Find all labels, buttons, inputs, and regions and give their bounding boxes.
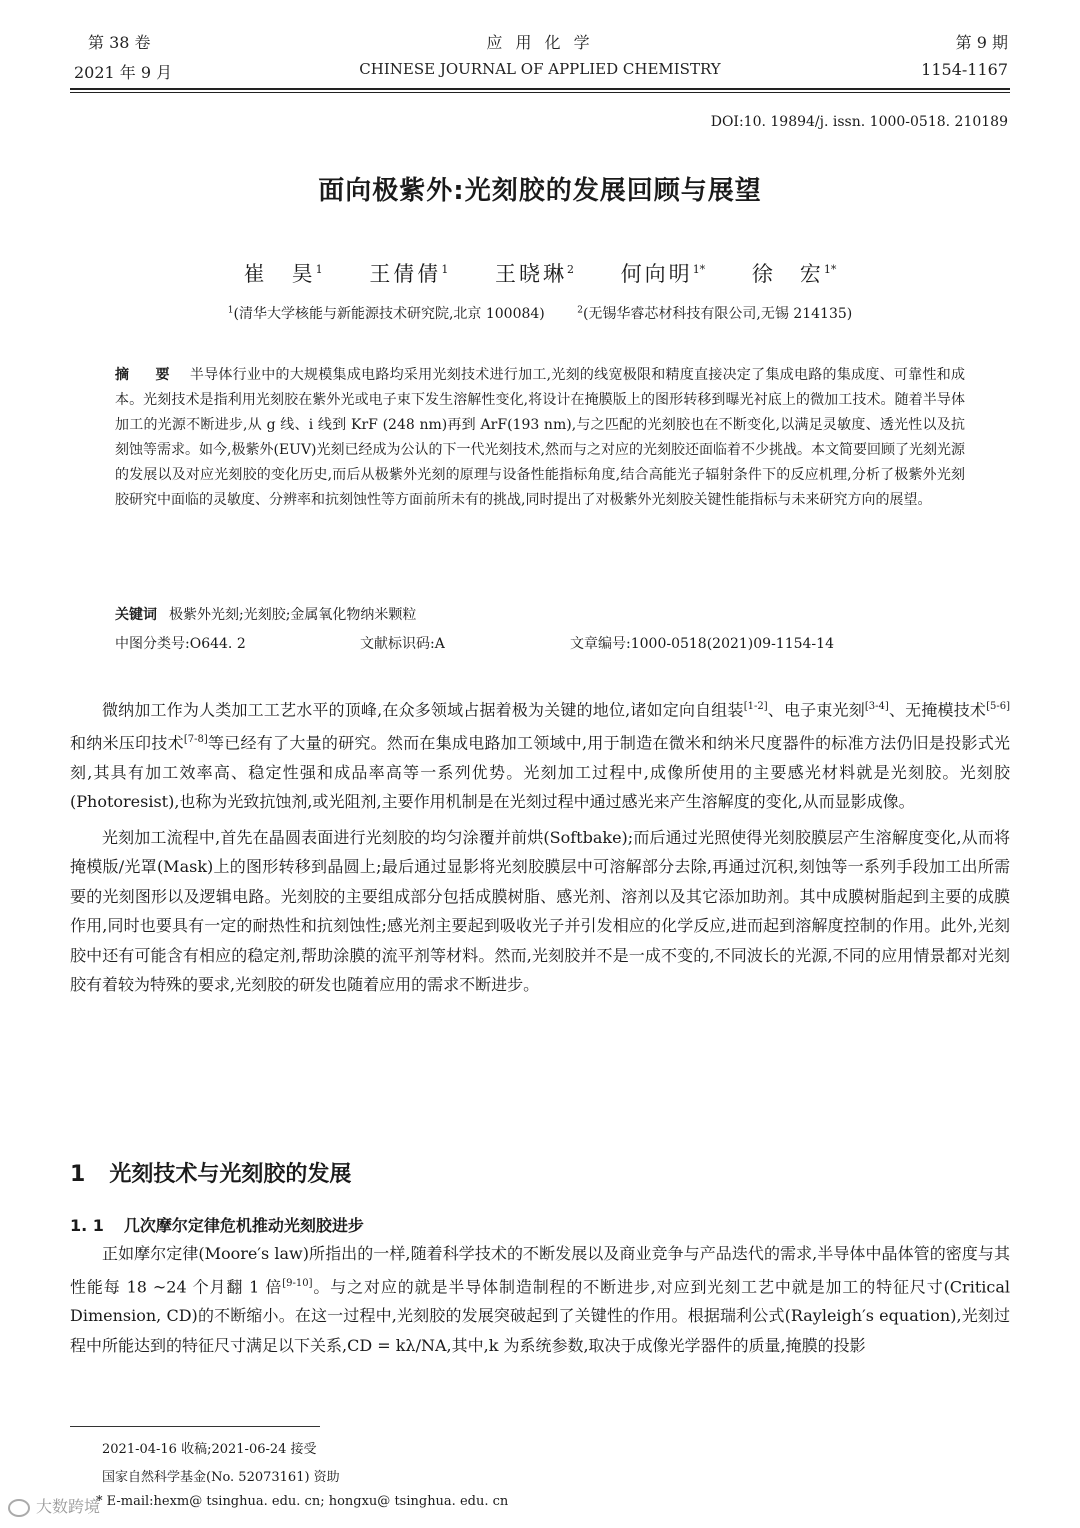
author	[495, 262, 574, 286]
journal-title-cn: 应 用 化 学	[486, 33, 594, 52]
footnote-received: 2021-04-16 收稿;2021-06-24 接受	[102, 1442, 317, 1457]
author	[752, 262, 837, 286]
affiliation	[577, 306, 852, 322]
author-name: 王倩倩	[369, 262, 442, 286]
citation[interactable]: [5-6]	[986, 701, 1010, 712]
author-affil-mark: 1*	[823, 263, 837, 276]
paragraph: 光刻加工流程中,首先在晶圆表面进行光刻胶的均匀涂覆并前烘(Softbake);而后通过光照使得光刻胶膜层产生溶解度变化,从而将掩模版/光罩(Mask)上的图形转移到晶圆上;最后通过显影将光刻胶膜层中可溶解部分去除,再通过沉积,刻蚀等一系列手段加工出所需要的光刻图形以及逻辑电路。光刻胶的主要组成部分包括成膜树脂、感光剂、溶剂以及其它添加助剂。其中成膜树脂起到主要的成膜作用,同时也要具有一定的耐热性和抗刻蚀性;感光剂主要起到吸收光子并引发相应的化学反应,进而起到溶解度控制的作用。此外,光刻胶中还有可能含有相应的稳定剂,帮助涂膜的流平剂等材料。然而,光刻胶并不是一成不变的,不同波长的光源,不同的应用情景都对光刻胶有着较为特殊的要求,光刻胶的研发也随着应用的需求不断进步。	[70, 827, 1010, 995]
author	[621, 262, 706, 286]
section-1-1-body	[70, 1239, 1010, 1360]
abstract	[115, 363, 965, 513]
citation[interactable]: [7-8]	[183, 733, 208, 745]
volume-label: 第 38 卷	[88, 33, 151, 52]
author-list	[0, 258, 1080, 288]
affiliation-text: (无锡华睿芯材科技有限公司,无锡 214135)	[582, 306, 853, 322]
publication-date: 2021 年 9 月	[74, 63, 173, 82]
watermark	[8, 1494, 100, 1517]
footnote-funding: 国家自然科学基金(No. 52073161) 资助	[102, 1470, 340, 1485]
watermark-icon	[8, 1499, 30, 1517]
section-heading	[70, 1157, 351, 1188]
paragraph	[70, 1239, 1010, 1360]
article-number: 文章编号:1000-0518(2021)09-1154-14	[570, 636, 834, 652]
document-code: 文献标识码:A	[360, 636, 445, 652]
journal-title-en: CHINESE JOURNAL OF APPLIED CHEMISTRY	[359, 60, 721, 78]
clc-number: 中图分类号:O644. 2	[115, 636, 246, 652]
author	[244, 262, 323, 286]
page-range: 1154-1167	[921, 60, 1008, 79]
author-name: 何向明	[620, 262, 693, 286]
author-affil-mark: 2	[567, 263, 574, 276]
keywords	[115, 604, 416, 624]
author-affil-mark: 1*	[692, 263, 706, 276]
text-run: 、无掩模技术	[888, 700, 987, 720]
intro-body	[70, 692, 1010, 1000]
doi: DOI:10. 19894/j. issn. 1000-0518. 210189	[710, 114, 1008, 130]
abstract-text: 半导体行业中的大规模集成电路均采用光刻技术进行加工,光刻的线宽极限和精度直接决定了集成电路的集成度、可靠性和成本。光刻技术是指利用光刻胶在紫外光或电子束下发生溶解性变化,将设计在掩膜版上的图形转移到曝光衬底上的微加工技术。随着半导体加工的光源不断进步,从 g 线、i 线到 KrF (248 nm)再到 ArF(193 nm),与之匹配的光刻胶也在不断变化,以满足灵敏度、透光性以及抗刻蚀等需求。如今,极紫外(EUV)光刻已经成为公认的下一代光刻技术,然而与之对应的光刻胶还面临着不少挑战。本文简要回顾了光刻光源的发展以及对应光刻胶的变化历史,而后从极紫外光刻的原理与设备性能指标角度,结合高能光子辐射条件下的反应机理,分析了极紫外光刻胶研究中面临的灵敏度、分辨率和抗刻蚀性等方面前所未有的挑战,同时提出了对极紫外光刻胶关键性能指标与未来研究方向的展望。	[115, 367, 966, 508]
author-name: 崔 昊	[243, 262, 316, 286]
affiliation-text: (清华大学核能与新能源技术研究院,北京 100084)	[233, 306, 545, 322]
footnote-rule	[70, 1426, 320, 1427]
issue-label: 第 9 期	[955, 33, 1008, 52]
section-title: 光刻技术与光刻胶的发展	[109, 1162, 352, 1187]
text-run: 、电子束光刻	[767, 700, 865, 720]
keywords-label: 关键词	[115, 607, 157, 623]
paper-title: 面向极紫外:光刻胶的发展回顾与展望	[318, 176, 762, 206]
author	[369, 262, 448, 286]
affiliation-mark: 2	[577, 305, 583, 316]
citation[interactable]: [1-2]	[743, 701, 768, 712]
watermark-text: 大数跨境	[36, 1497, 101, 1516]
affiliation	[228, 306, 545, 322]
section-number: 1	[70, 1162, 86, 1187]
text-run: 和纳米压印技术	[70, 733, 184, 753]
author-name: 徐 宏	[751, 262, 824, 286]
text-run: 微纳加工作为人类加工工艺水平的顶峰,在众多领域占据着极为关键的地位,诸如定向自组装	[102, 700, 744, 720]
text-run: 等已经有了大量的研究。然而在集成电路加工领域中,用于制造在微米和纳米尺度器件的标准方法仍旧是投影式光刻,其具有加工效率高、稳定性强和成品率高等一系列优势。光刻加工过程中,成像所使用的主要感光材料就是光刻胶。光刻胶(Photoresist),也称为光致抗蚀剂,或光阻剂,主要作用机制是在光刻过程中通过感光来产生溶解度的变化,从而显影成像。	[70, 733, 1010, 812]
author-affil-mark: 1	[441, 263, 449, 276]
author-affil-mark: 1	[315, 263, 323, 276]
header-rule	[70, 88, 1010, 90]
text-run: 正如摩尔定律(Moore′s law)所指出的一样,随着科学技术的不断发展以及商业竞争与产品迭代的需求,半导体中晶体管的密度与其性能每 18 ~24 个月翻 1 倍	[70, 1244, 1010, 1296]
affiliation-list	[0, 303, 1080, 323]
author-name: 王晓琳	[495, 262, 567, 286]
citation[interactable]: [3-4]	[864, 701, 889, 712]
paragraph	[70, 692, 1010, 817]
subsection-title: 几次摩尔定律危机推动光刻胶进步	[123, 1216, 364, 1235]
subsection-heading	[70, 1213, 364, 1236]
abstract-label: 摘 要	[115, 367, 176, 383]
citation[interactable]: [9-10]	[282, 1277, 313, 1289]
text-run: 。与之对应的就是半导体制造制程的不断进步,对应到光刻工艺中就是加工的特征尺寸(Critical Dimension, CD)的不断缩小。在这一过程中,光刻胶的发展突破起到了关键性的作用。根据瑞利公式(Rayleigh′s equation),光刻过程中所能达到的特征尺寸满足以下关系,CD = kλ/NA,其中,k 为系统参数,取决于成像光学器件的质量,掩膜的投影	[70, 1276, 1010, 1355]
subsection-number: 1. 1	[70, 1216, 104, 1235]
affiliation-mark: 1	[227, 305, 234, 316]
keywords-text: 极紫外光刻;光刻胶;金属氧化物纳米颗粒	[169, 607, 417, 623]
footnote-email: * E-mail:hexm@ tsinghua. edu. cn; hongxu@ tsinghua. edu. cn	[96, 1494, 509, 1509]
header-rule-thin	[70, 92, 1010, 93]
